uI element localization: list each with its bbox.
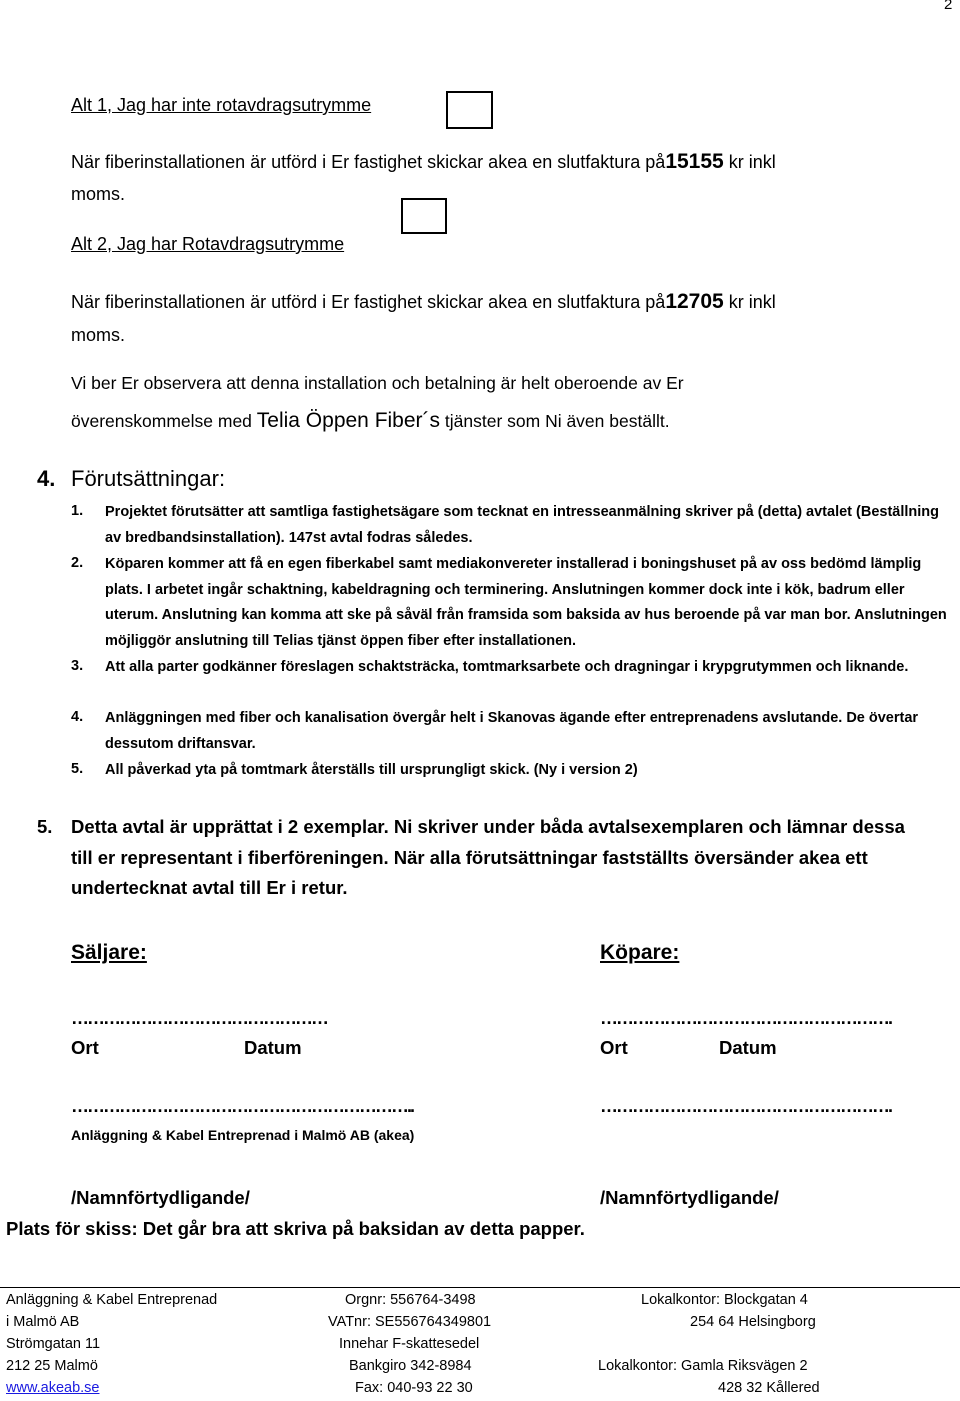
alt2-moms: moms. xyxy=(71,325,125,345)
buyer-ort: Ort xyxy=(600,1037,628,1058)
footer-office2-street: Lokalkontor: Gamla Riksvägen 2 xyxy=(598,1358,808,1374)
footer-fax: Fax: 040-93 22 30 xyxy=(355,1380,473,1396)
seller-ort: Ort xyxy=(71,1037,99,1058)
buyer-datum: Datum xyxy=(719,1037,777,1058)
alt2-heading: Alt 2, Jag har Rotavdragsutrymme xyxy=(71,234,345,254)
section4-item1-text: Projektet förutsätter att samtliga fastighetsägare som tecknat en intresseanmälning skriver på (detta) avtalet (Beställning av bredbandsinstallation). 147st avtal fodras således. xyxy=(105,504,939,546)
section4-item1-num: 1. xyxy=(71,503,84,519)
section5-number: 5. xyxy=(37,816,53,837)
seller-dots-line1: ………………………………………… xyxy=(71,1008,327,1028)
footer-company-line1: Anläggning & Kabel Entreprenad xyxy=(6,1292,218,1308)
section4-item5-text: All påverkad yta på tomtmark återställs till ursprungligt skick. (Ny i version 2) xyxy=(105,762,638,778)
seller-label: Säljare: xyxy=(71,941,147,964)
page-number: 2 xyxy=(944,0,953,13)
footer-company-line2: i Malmö AB xyxy=(6,1314,80,1330)
footer-bankgiro: Bankgiro 342-8984 xyxy=(349,1358,472,1374)
footer-orgnr: Orgnr: 556764-3498 xyxy=(345,1292,476,1308)
alt1-heading: Alt 1, Jag har inte rotavdragsutrymme xyxy=(71,95,372,115)
alt1-moms: moms. xyxy=(71,184,125,204)
seller-datum: Datum xyxy=(244,1037,302,1058)
section5-line2: till er representant i fiberföreningen. När alla förutsättningar fastställts översänder akea ett xyxy=(71,847,868,868)
alt1-amount: 15155 xyxy=(665,150,724,173)
buyer-label: Köpare: xyxy=(600,941,680,964)
buyer-dots-line2: ………………………………………………. xyxy=(600,1096,892,1116)
section4-number: 4. xyxy=(37,466,56,491)
seller-company: Anläggning & Kabel Entreprenad i Malmö AB (akea) xyxy=(71,1127,415,1143)
section5-line3: undertecknat avtal till Er i retur. xyxy=(71,877,348,898)
seller-dots-line2: ……………………………………………………….. xyxy=(71,1096,414,1116)
section4-item4-text: Anläggningen med fiber och kanalisation övergår helt i Skanovas ägande efter entreprenadens avslutande. De övertar dessutom driftansvar. xyxy=(105,710,919,752)
section4-item3-num: 3. xyxy=(71,658,84,674)
alt1-checkbox[interactable] xyxy=(446,91,493,129)
seller-name-label: /Namnförtydligande/ xyxy=(71,1187,250,1208)
section4-item3-text: Att alla parter godkänner föreslagen schaktsträcka, tomtmarksarbete och dragningar i krypgrutymmen och liknande. xyxy=(105,659,909,675)
section4-item5-num: 5. xyxy=(71,761,84,777)
sketch-note: Plats för skiss: Det går bra att skriva på baksidan av detta papper. xyxy=(6,1218,585,1239)
notice-line2: överenskommelse med Telia Öppen Fiber´s tjänster som Ni även beställt. xyxy=(71,409,670,432)
footer-office1-city: 254 64 Helsingborg xyxy=(690,1314,816,1330)
alt2-text: När fiberinstallationen är utförd i Er fastighet skickar akea en slutfaktura på12705 kr inkl xyxy=(71,290,776,313)
section5-line1: Detta avtal är upprättat i 2 exemplar. Ni skriver under båda avtalsexemplaren och lämnar dessa xyxy=(71,816,905,837)
alt2-checkbox[interactable] xyxy=(401,198,447,234)
footer-divider xyxy=(0,1287,960,1288)
notice-line1: Vi ber Er observera att denna installation och betalning är helt oberoende av Er xyxy=(71,373,684,393)
footer-office2-city: 428 32 Kållered xyxy=(718,1380,820,1396)
alt2-amount: 12705 xyxy=(665,290,724,313)
section4-item4-num: 4. xyxy=(71,709,84,725)
notice-brand: Telia Öppen Fiber´s xyxy=(256,409,441,432)
footer-vatnr: VATnr: SE556764349801 xyxy=(328,1314,492,1330)
alt1-text: När fiberinstallationen är utförd i Er fastighet skickar akea en slutfaktura på15155 kr inkl xyxy=(71,150,776,173)
footer-address-city: 212 25 Malmö xyxy=(6,1358,98,1374)
section4-item2-text: Köparen kommer att få en egen fiberkabel samt mediakonvereter installerad i boningshuset på av oss bedömd lämplig plats. I arbetet ingår schaktning, kabeldragning och terminering. Anslutningen kommer dock inte i kök, badrum eller uterum. Anslutning kan komma att ske på såväl från framsida som baksida av hus beroende på var man bor. Anslutningen möjliggör anslutning till Telias tjänst öppen fiber efter installationen. xyxy=(105,556,947,649)
footer-address-street: Strömgatan 11 xyxy=(6,1336,101,1352)
section4-title: Förutsättningar: xyxy=(71,466,226,491)
section4-item2-num: 2. xyxy=(71,555,84,571)
footer-website-link[interactable]: www.akeab.se xyxy=(6,1380,100,1396)
footer-office1-street: Lokalkontor: Blockgatan 4 xyxy=(641,1292,808,1308)
buyer-name-label: /Namnförtydligande/ xyxy=(600,1187,779,1208)
buyer-dots-line1: ………………………………………………. xyxy=(600,1008,892,1028)
footer-fskatt: Innehar F-skattesedel xyxy=(339,1336,480,1352)
